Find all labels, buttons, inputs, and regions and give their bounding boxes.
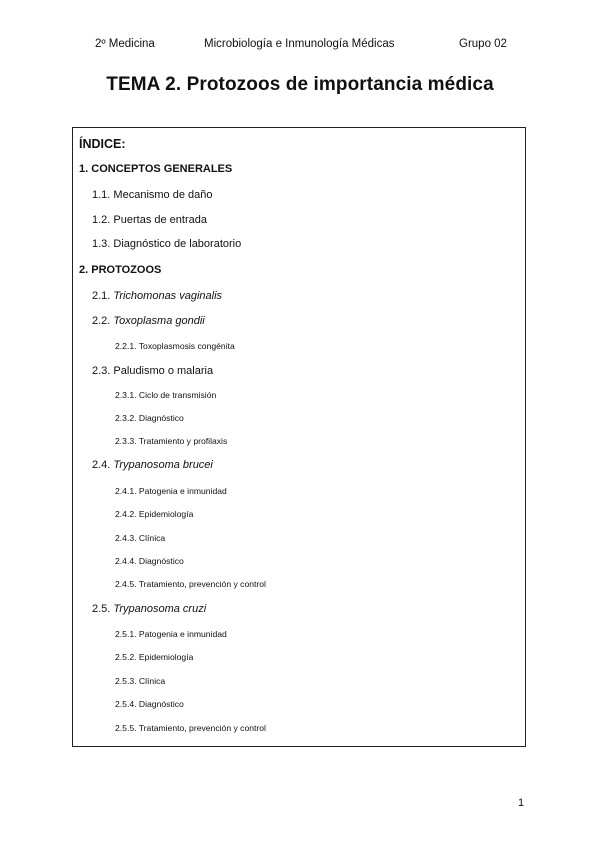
toc-item	[115, 556, 184, 566]
toc-number: 2.2.1.	[115, 341, 137, 351]
toc-text: Patogenia e inmunidad	[138, 486, 227, 496]
toc-text: Tratamiento, prevención y control	[138, 723, 266, 733]
toc-box	[72, 127, 526, 747]
toc-number: 2.	[79, 264, 89, 276]
toc-number: 2.5.5.	[115, 723, 137, 733]
toc-number: 2.4.3.	[115, 533, 137, 543]
toc-text: Diagnóstico	[138, 556, 184, 566]
header-group: Grupo 02	[459, 38, 507, 50]
toc-text: Trypanosoma cruzi	[113, 603, 207, 615]
toc-item	[92, 238, 241, 250]
toc-text: Ciclo de transmisión	[138, 390, 217, 400]
toc-item	[79, 163, 232, 175]
toc-item	[115, 390, 216, 400]
toc-number: 1.1.	[92, 189, 111, 201]
toc-text: Diagnóstico de laboratorio	[113, 238, 242, 250]
toc-item	[92, 365, 213, 377]
toc-heading: ÍNDICE:	[79, 137, 126, 151]
toc-number: 2.5.4.	[115, 699, 137, 709]
toc-number: 2.2.	[92, 315, 111, 327]
toc-item	[115, 509, 193, 519]
toc-text: Epidemiología	[138, 652, 194, 662]
toc-text: Epidemiología	[138, 509, 194, 519]
toc-text: Clínica	[138, 533, 166, 543]
toc-text: Diagnóstico	[138, 413, 184, 423]
toc-item	[92, 290, 222, 302]
toc-item	[92, 459, 213, 471]
toc-item	[115, 486, 227, 496]
toc-item	[92, 315, 205, 327]
toc-number: 2.1.	[92, 290, 111, 302]
toc-number: 2.4.5.	[115, 579, 137, 589]
toc-item	[92, 603, 206, 615]
toc-text: CONCEPTOS GENERALES	[91, 163, 233, 175]
toc-text: Trypanosoma brucei	[113, 459, 213, 471]
toc-item	[115, 341, 235, 351]
toc-item	[115, 723, 266, 733]
toc-text: Clínica	[138, 676, 166, 686]
toc-text: PROTOZOOS	[91, 264, 162, 276]
toc-text: Mecanismo de daño	[113, 189, 213, 201]
header-course: 2º Medicina	[95, 38, 155, 50]
toc-item	[115, 533, 165, 543]
toc-item	[115, 652, 193, 662]
toc-item	[92, 214, 207, 226]
toc-number: 2.4.4.	[115, 556, 137, 566]
page-number: 1	[518, 797, 525, 809]
toc-item	[115, 436, 227, 446]
toc-number: 2.3.2.	[115, 413, 137, 423]
toc-text: Paludismo o malaria	[113, 365, 214, 377]
toc-item	[92, 189, 212, 201]
toc-number: 2.5.3.	[115, 676, 137, 686]
toc-item	[115, 699, 184, 709]
toc-number: 1.2.	[92, 214, 111, 226]
toc-text: Tratamiento y profilaxis	[138, 436, 228, 446]
toc-text: Toxoplasma gondii	[113, 315, 205, 327]
toc-number: 2.3.3.	[115, 436, 137, 446]
toc-text: Tratamiento, prevención y control	[138, 579, 266, 589]
toc-number: 1.3.	[92, 238, 111, 250]
toc-item	[115, 413, 184, 423]
document-title: TEMA 2. Protozoos de importancia médica	[106, 74, 494, 95]
header-subject: Microbiología e Inmunología Médicas	[204, 38, 395, 50]
toc-text: Trichomonas vaginalis	[113, 290, 223, 302]
toc-text: Puertas de entrada	[113, 214, 207, 226]
toc-number: 1.	[79, 163, 89, 175]
toc-number: 2.3.1.	[115, 390, 137, 400]
toc-item	[79, 264, 161, 276]
toc-item	[115, 629, 227, 639]
toc-item	[115, 579, 266, 589]
toc-text: Toxoplasmosis congénita	[138, 341, 235, 351]
toc-number: 2.5.2.	[115, 652, 137, 662]
toc-number: 2.5.	[92, 603, 111, 615]
toc-number: 2.4.2.	[115, 509, 137, 519]
toc-text: Diagnóstico	[138, 699, 184, 709]
toc-number: 2.4.	[92, 459, 111, 471]
toc-number: 2.3.	[92, 365, 111, 377]
toc-number: 2.4.1.	[115, 486, 137, 496]
toc-number: 2.5.1.	[115, 629, 137, 639]
toc-text: Patogenia e inmunidad	[138, 629, 227, 639]
toc-item	[115, 676, 165, 686]
